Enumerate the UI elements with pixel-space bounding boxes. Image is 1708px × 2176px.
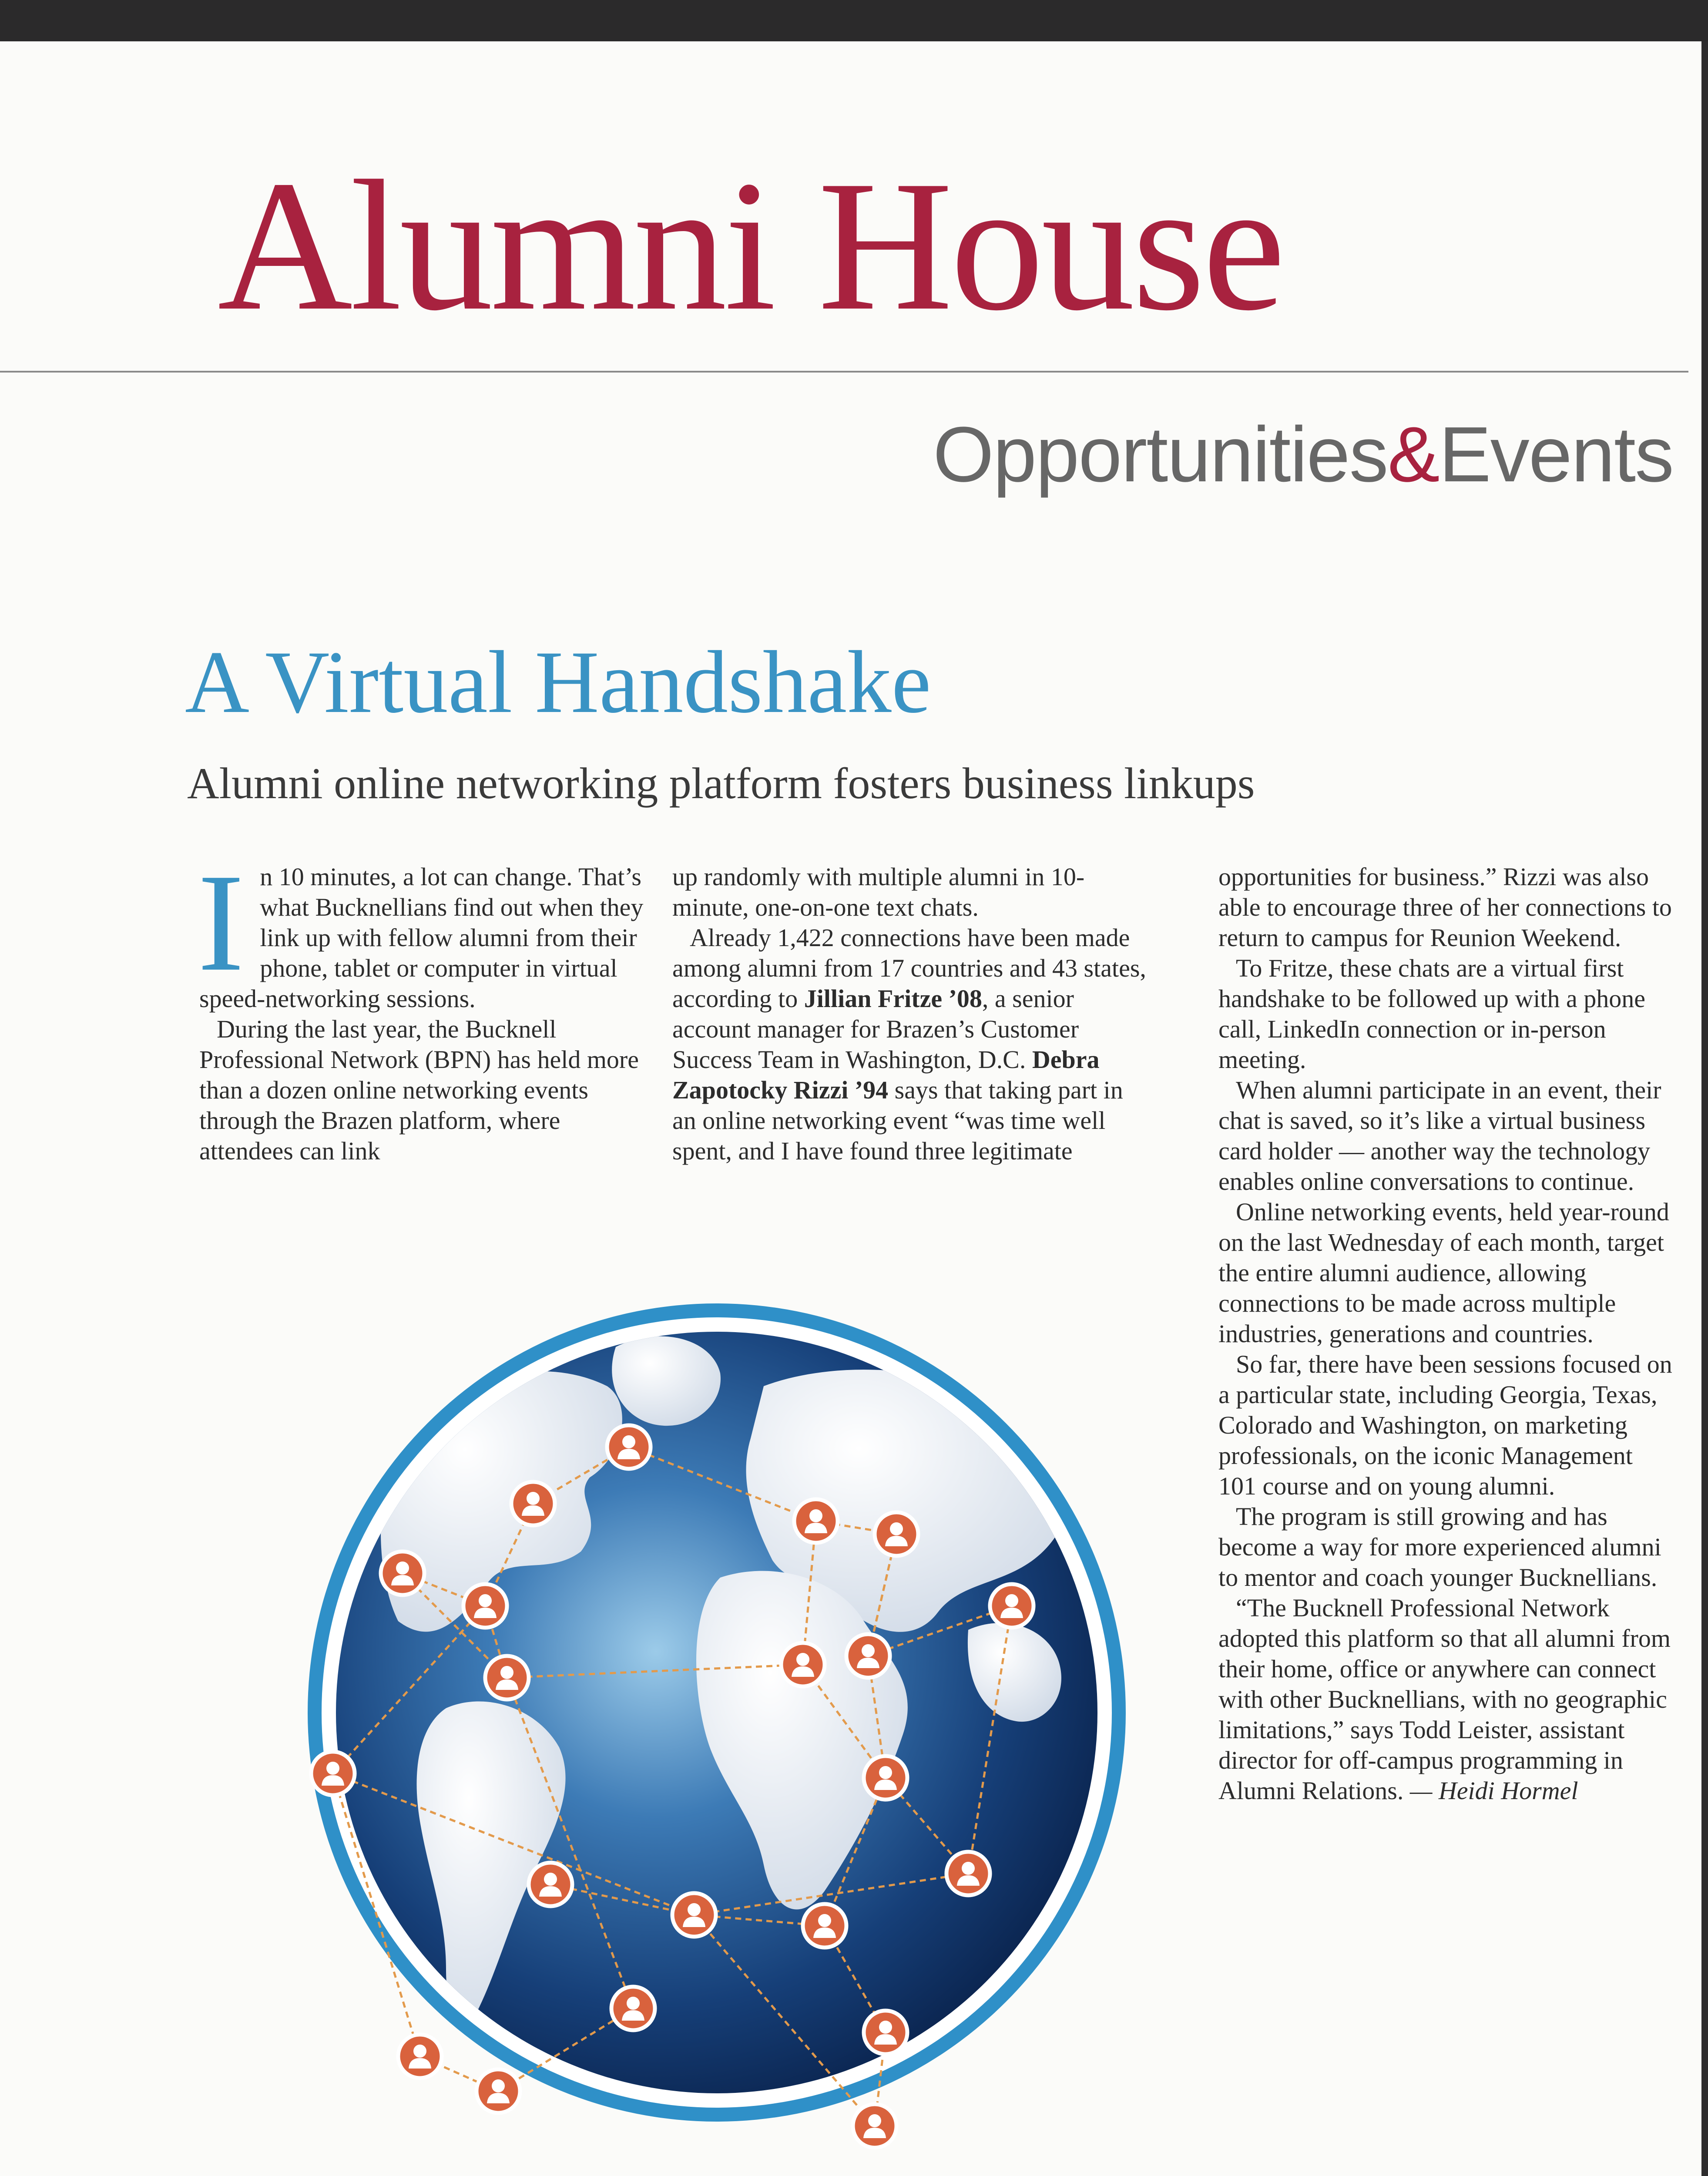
person-node-icon xyxy=(511,1482,555,1525)
article-paragraph: up randomly with multiple alumni in 10-minute, one-on-one text chats. xyxy=(672,863,1085,921)
person-node-icon xyxy=(803,1904,846,1948)
paragraph-text: , a senior account manager for Brazen’s Customer Success Team in Washington, D.C. xyxy=(672,984,1079,1074)
person-node-icon xyxy=(864,2011,907,2054)
person-name-fritze: Jillian Fritze ’08 xyxy=(804,984,982,1013)
person-node-icon xyxy=(853,2104,896,2148)
person-node-icon xyxy=(398,2035,442,2078)
paragraph-text: “The Bucknell Professional Network adopted this platform so that all alumni from their home, office or anywhere can connect with other Bucknellians, with no geographic limitations,” says Todd Leister, assistant director for off-campus programming in Alumni Relations. xyxy=(1218,1594,1671,1805)
page-edge-shadow xyxy=(1701,41,1708,2176)
author-byline: — Heidi Hormel xyxy=(1409,1776,1578,1805)
person-node-icon xyxy=(781,1643,825,1686)
person-node-icon xyxy=(946,1852,990,1895)
person-node-icon xyxy=(381,1551,424,1595)
subtitle-opportunities: Opportunities xyxy=(933,411,1388,498)
paragraph-text: n 10 minutes, a lot can change. That’s what Bucknellians find out when they link up with fellow alumni from their phone, tablet or computer in virtual speed-networking sessions. xyxy=(199,863,644,1013)
article-paragraph: Online networking events, held year-round on the last Wednesday of each month, target the entire alumni audience, allowing connections to be made across multiple industries, generations and countries. xyxy=(1218,1198,1669,1348)
article-paragraph xyxy=(1218,1593,1675,1806)
section-title: Alumni House xyxy=(218,142,1283,349)
section-subtitle xyxy=(933,411,1673,498)
paragraph-text: says that taking part in an online networking event “was time well spent, and I have found three legitimate xyxy=(672,1076,1123,1165)
article-paragraph: The program is still growing and has become a way for more experienced alumni to mentor and coach younger Bucknellians. xyxy=(1218,1502,1661,1592)
person-node-icon xyxy=(990,1584,1034,1628)
subtitle-ampersand: & xyxy=(1387,411,1439,498)
article-column-1 xyxy=(198,845,656,1166)
article-paragraph: opportunities for business.” Rizzi was also able to encourage three of her connections to return to campus for Reunion Weekend. xyxy=(1218,863,1672,952)
section-rule xyxy=(0,371,1688,373)
person-node-icon xyxy=(463,1584,507,1628)
person-node-icon xyxy=(672,1893,716,1937)
magazine-page xyxy=(0,41,1708,2176)
person-node-icon xyxy=(846,1634,890,1678)
person-node-icon xyxy=(864,1756,907,1800)
person-node-icon xyxy=(529,1863,572,1906)
article-deck: Alumni online networking platform fosters business linkups xyxy=(187,759,1255,808)
drop-cap: I xyxy=(198,845,245,1000)
article-column-3 xyxy=(1218,862,1675,1806)
article-paragraph: So far, there have been sessions focused on a particular state, including Georgia, Texas, Colorado and Washington, on marketing professionals, on the iconic Management 101 course and on young alumni. xyxy=(1218,1350,1672,1500)
article-column-2 xyxy=(672,862,1151,1166)
person-node-icon xyxy=(607,1425,651,1469)
person-node-icon xyxy=(875,1512,918,1556)
person-node-icon xyxy=(611,1987,655,2030)
article-paragraph: To Fritze, these chats are a virtual first handshake to be followed up with a phone call, LinkedIn connection or in-person meeting. xyxy=(1218,954,1645,1074)
person-node-icon xyxy=(794,1499,838,1543)
subtitle-events: Events xyxy=(1439,411,1673,498)
person-node-icon xyxy=(311,1752,355,1795)
person-node-icon xyxy=(476,2069,520,2113)
person-node-icon xyxy=(485,1656,529,1699)
article-headline: A Virtual Handshake xyxy=(185,633,931,732)
article-paragraph xyxy=(198,845,656,1014)
article-paragraph: During the last year, the Bucknell Professional Network (BPN) has held more than a dozen online networking events through the Brazen platform, where attendees can link xyxy=(199,1015,639,1165)
globe-network-illustration xyxy=(302,1273,1131,2152)
paragraph-text: Already 1,422 connections have been made among alumni from 17 countries and 43 states, according to xyxy=(672,923,1146,1013)
article-paragraph: When alumni participate in an event, their chat is saved, so it’s like a virtual business card holder — another way the technology enables online conversations to continue. xyxy=(1218,1076,1661,1195)
person-name-rizzi: Debra Zapotocky Rizzi ’94 xyxy=(672,1045,1100,1104)
article-paragraph xyxy=(672,923,1151,1166)
